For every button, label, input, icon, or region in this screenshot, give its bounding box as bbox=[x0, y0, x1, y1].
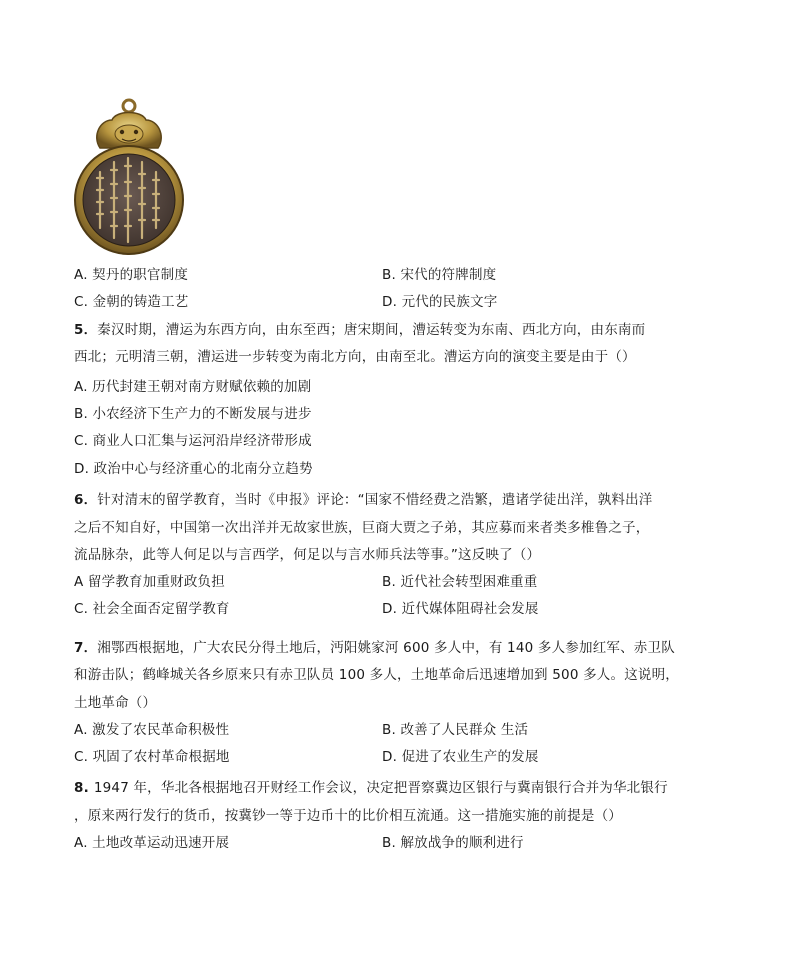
q8-stem-line-1 bbox=[74, 779, 668, 797]
q7-stem-line-3: 土地革命（） bbox=[74, 695, 157, 711]
paizi-medal-image bbox=[70, 96, 188, 256]
q6-stem-text-1: 针对清末的留学教育，当时《申报》评论：“国家不惜经费之浩繁，遣诸学徒出洋，孰料出洋 bbox=[97, 492, 653, 508]
q5-number: 5． bbox=[74, 322, 98, 338]
q6-option-d[interactable]: D. 近代媒体阻碍社会发展 bbox=[382, 601, 539, 617]
q5-stem-text-1: 秦汉时期，漕运为东西方向，由东至西；唐宋期间，漕运转变为东南、西北方向，由东南而 bbox=[97, 322, 646, 338]
q6-option-b[interactable]: B. 近代社会转型困难重重 bbox=[382, 574, 538, 590]
q8-option-b[interactable]: B. 解放战争的顺利进行 bbox=[382, 835, 524, 851]
q6-stem-line-3: 流品脉杂，此等人何足以与言西学，何足以与言水师兵法等事。”这反映了（） bbox=[74, 547, 541, 563]
q7-option-c[interactable]: C. 巩固了农村革命根据地 bbox=[74, 749, 230, 765]
q8-option-a[interactable]: A. 土地改革运动迅速开展 bbox=[74, 835, 230, 851]
q7-option-b[interactable]: B. 改善了人民群众 生活 bbox=[382, 722, 529, 738]
q4-option-d[interactable]: D. 元代的民族文字 bbox=[382, 294, 498, 310]
q6-stem-line-1 bbox=[74, 491, 653, 509]
q6-option-c[interactable]: C. 社会全面否定留学教育 bbox=[74, 601, 230, 617]
q6-option-a[interactable]: A 留学教育加重财政负担 bbox=[74, 574, 225, 590]
q7-stem-line-2: 和游击队；鹤峰城关各乡原来只有赤卫队员 100 多人，土地革命后迅速增加到 500 多人。这说明， bbox=[74, 667, 679, 683]
q4-option-c[interactable]: C. 金朝的铸造工艺 bbox=[74, 294, 189, 310]
q5-stem-line-1 bbox=[74, 321, 645, 339]
q4-option-b[interactable]: B. 宋代的符牌制度 bbox=[382, 267, 497, 283]
q5-option-c[interactable]: C. 商业人口汇集与运河沿岸经济带形成 bbox=[74, 433, 312, 449]
q5-option-d[interactable]: D. 政治中心与经济重心的北南分立趋势 bbox=[74, 461, 313, 477]
q6-number: 6． bbox=[74, 492, 98, 508]
q8-number: 8. bbox=[74, 780, 94, 796]
q4-option-a[interactable]: A. 契丹的职官制度 bbox=[74, 267, 189, 283]
q5-option-b[interactable]: B. 小农经济下生产力的不断发展与进步 bbox=[74, 406, 312, 422]
q5-option-a[interactable]: A. 历代封建王朝对南方财赋依赖的加剧 bbox=[74, 379, 312, 395]
q6-stem-line-2: 之后不知自好，中国第一次出洋并无故家世族，巨商大贾之子弟，其应募而来者类多椎鲁之子， bbox=[74, 520, 650, 536]
q8-stem-text-1: 1947 年，华北各根据地召开财经工作会议，决定把晋察冀边区银行与冀南银行合并为华北银行 bbox=[93, 780, 668, 796]
q7-number: 7． bbox=[74, 640, 98, 656]
q8-stem-line-2: ，原来两行发行的货币，按冀钞一等于边币十的比价相互流通。这一措施实施的前提是（） bbox=[74, 808, 622, 824]
q7-stem-text-1: 湘鄂西根据地，广大农民分得土地后，沔阳姚家河 600 多人中，有 140 多人参加红军、赤卫队 bbox=[97, 640, 675, 656]
q7-stem-line-1 bbox=[74, 639, 675, 657]
q7-option-a[interactable]: A. 激发了农民革命积极性 bbox=[74, 722, 230, 738]
q7-option-d[interactable]: D. 促进了农业生产的发展 bbox=[382, 749, 539, 765]
q5-stem-line-2: 西北；元明清三朝，漕运进一步转变为南北方向，由南至北。漕运方向的演变主要是由于（） bbox=[74, 349, 636, 365]
